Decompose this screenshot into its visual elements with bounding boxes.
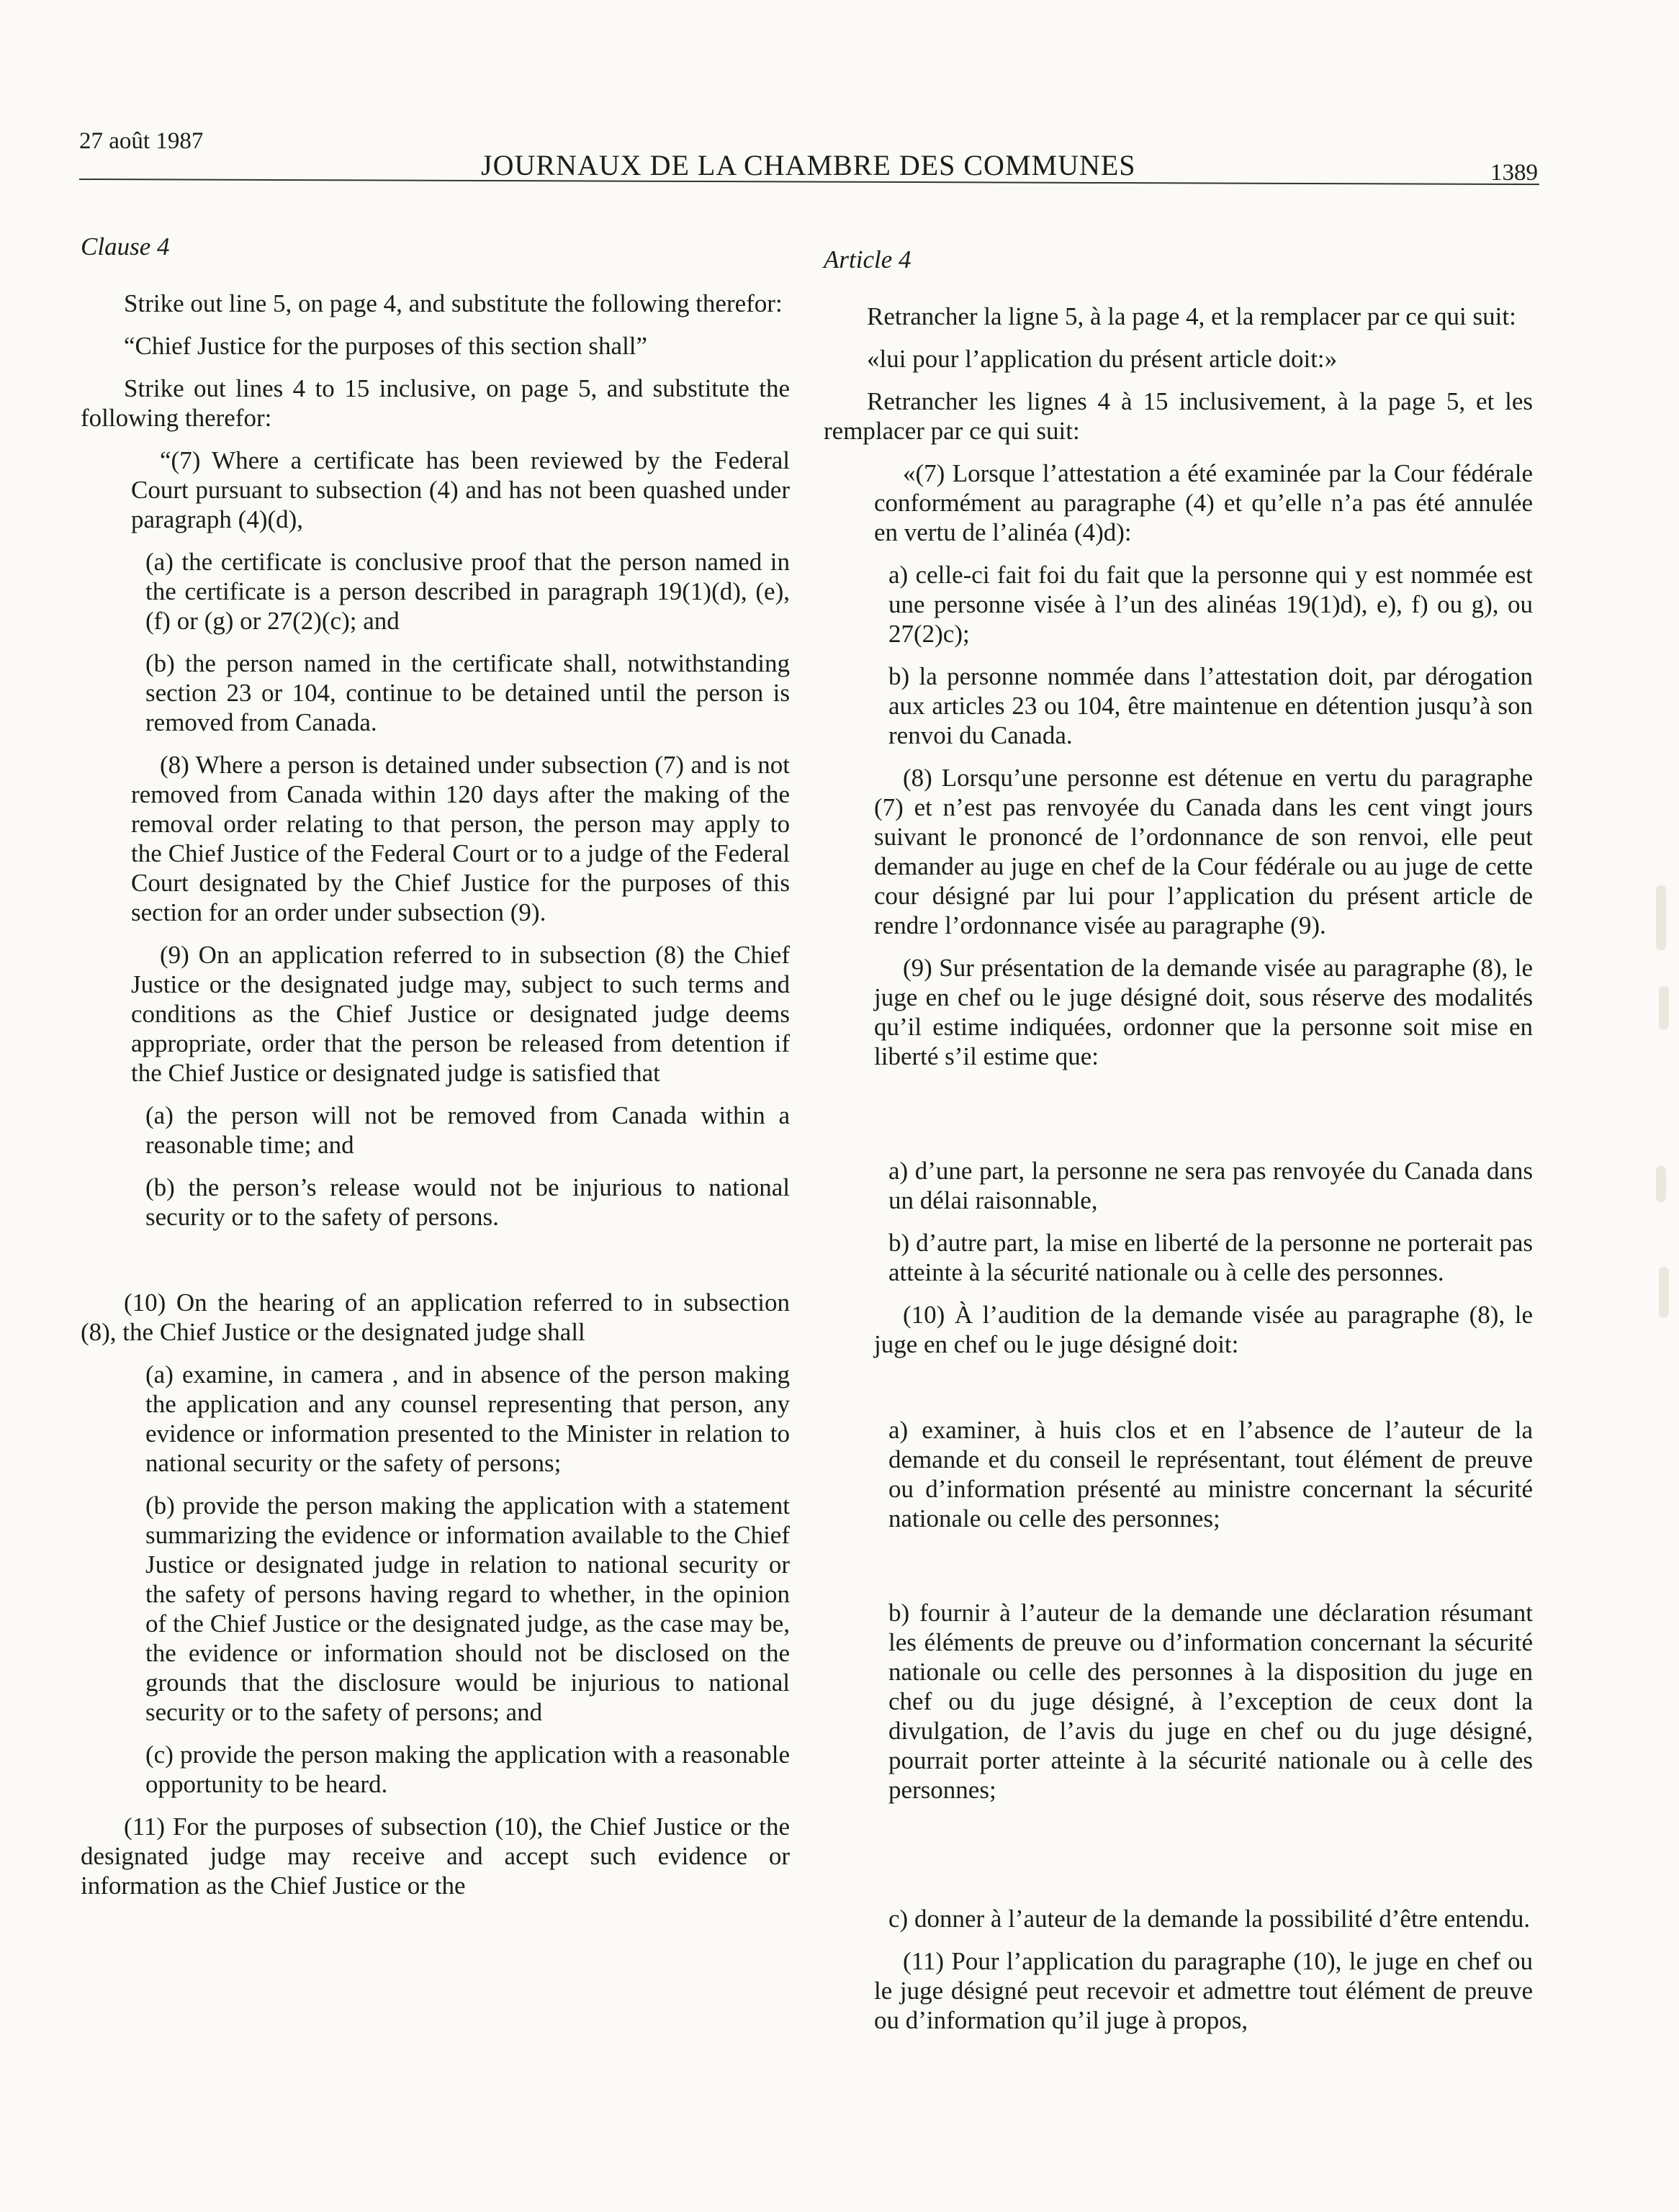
paragraph-9b: (b) the person’s release would not be injurious to national security or to the safety of persons.	[145, 1173, 790, 1231]
paragraph-10a: a) examiner, à huis clos et en l’absence de l’auteur de la demande et du conseil le représentant, tout élément de preuve ou d’information présenté au ministre concernant la sécurité nationale ou celle des personnes;	[888, 1416, 1533, 1532]
subsection-9: (9) Sur présentation de la demande visée au paragraphe (8), le juge en chef ou le juge désigné doit, sous réserve des modalités qu’il estime indiquées, ordonner que la personne soit mise en liberté s’il estime que:	[874, 954, 1533, 1070]
header-title: JOURNAUX DE LA CHAMBRE DES COMMUNES	[481, 149, 1136, 181]
paragraph-7b: b) la personne nommée dans l’attestation doit, par dérogation aux articles 23 ou 104, être maintenue en détention jusqu’à son renvoi du Canada.	[888, 662, 1533, 749]
scan-mark	[1656, 885, 1666, 950]
scan-mark	[1659, 1267, 1669, 1317]
instruction-paragraph: Strike out line 5, on page 4, and substitute the following therefor:	[124, 289, 783, 317]
paragraph-9a: (a) the person will not be removed from Canada within a reasonable time; and	[145, 1101, 790, 1159]
instruction-paragraph: Strike out lines 4 to 15 inclusive, on page 5, and substitute the following therefor:	[81, 374, 790, 432]
subsection-8: (8) Lorsqu’une personne est détenue en vertu du paragraphe (7) et n’est pas renvoyée du Canada dans les cent vingt jours suivant le prononcé de l’ordonnance de son renvoi, elle peut demander au juge en chef de la Cour fédérale ou au juge de cette cour désigné par lui pour l’application du présent article de rendre l’ordonnance visée au paragraphe (9).	[874, 764, 1533, 939]
subsection-11: (11) Pour l’application du paragraphe (10), le juge en chef ou le juge désigné peut recevoir et admettre tout élément de preuve ou d’information qu’il juge à propos,	[874, 1947, 1533, 2034]
instruction-paragraph: Retrancher les lignes 4 à 15 inclusivement, à la page 5, et les remplacer par ce qui suit:	[824, 387, 1533, 445]
header-date: 27 août 1987	[79, 128, 204, 154]
paragraph-7a: (a) the certificate is conclusive proof that the person named in the certificate is a person described in paragraph 19(1)(d), (e), (f) or (g) or 27(2)(c); and	[145, 548, 790, 635]
paragraph-10a: (a) examine, in camera , and in absence of the person making the application and any counsel representing that person, any evidence or information presented to the Minister in relation to national security or the safety of persons;	[145, 1360, 790, 1477]
subsection-7: «(7) Lorsque l’attestation a été examinée par la Cour fédérale conformément au paragraphe (4) et qu’elle n’a pas été annulée en vertu de l’alinéa (4)d):	[874, 459, 1533, 546]
page-number: 1389	[1490, 160, 1538, 186]
paragraph-9a: a) d’une part, la personne ne sera pas renvoyée du Canada dans un délai raisonnable,	[888, 1157, 1533, 1214]
quoted-text: “Chief Justice for the purposes of this section shall”	[124, 332, 648, 360]
paragraph-9b: b) d’autre part, la mise en liberté de la personne ne porterait pas atteinte à la sécurité nationale ou à celle des personnes.	[888, 1229, 1533, 1286]
french-column	[824, 245, 1533, 2048]
english-column	[81, 232, 790, 1913]
paragraph-10b: (b) provide the person making the application with a statement summarizing the evidence or information available to the Chief Justice or designated judge in relation to national security or the safety of persons having regard to whether, in the opinion of the Chief Justice or the designated judge, as the case may be, the evidence or information should not be disclosed on the grounds that the disclosure would be injurious to national security or to the safety of persons; and	[145, 1491, 790, 1726]
subsection-9: (9) On an application referred to in subsection (8) the Chief Justice or the designated judge may, subject to such terms and conditions as the Chief Justice or designated judge deems appropriate, order that the person be released from detention if the Chief Justice or designated judge is satisfied that	[131, 941, 790, 1087]
paragraph-10c: c) donner à l’auteur de la demande la possibilité d’être entendu.	[888, 1905, 1531, 1933]
scan-mark	[1656, 1166, 1666, 1202]
paragraph-10b: b) fournir à l’auteur de la demande une déclaration résumant les éléments de preuve ou d’information concernant la sécurité nationale ou celle des personnes à la disposition du juge en chef ou du juge désigné, à l’exception de ceux dont la divulgation, de l’avis du juge en chef ou du juge désigné, pourrait porter atteinte à la sécurité nationale ou à celle des personnes;	[888, 1599, 1533, 1804]
scan-mark	[1659, 986, 1669, 1029]
quoted-text: «lui pour l’application du présent article doit:»	[867, 345, 1338, 373]
article-heading: Article 4	[824, 245, 911, 274]
subsection-10: (10) On the hearing of an application referred to in subsection (8), the Chief Justice or the designated judge shall	[81, 1288, 790, 1346]
paragraph-7b: (b) the person named in the certificate shall, notwithstanding section 23 or 104, continue to be detained until the person is removed from Canada.	[145, 649, 790, 736]
instruction-paragraph: Retrancher la ligne 5, à la page 4, et la remplacer par ce qui suit:	[867, 302, 1516, 330]
subsection-7: “(7) Where a certificate has been reviewed by the Federal Court pursuant to subsection (4) and has not been quashed under paragraph (4)(d),	[131, 446, 790, 533]
clause-heading: Clause 4	[81, 233, 170, 261]
subsection-10: (10) À l’audition de la demande visée au paragraphe (8), le juge en chef ou le juge désigné doit:	[874, 1301, 1533, 1358]
subsection-8: (8) Where a person is detained under subsection (7) and is not removed from Canada within 120 days after the making of the removal order relating to that person, the person may apply to the Chief Justice of the Federal Court or to a judge of the Federal Court designated by the Chief Justice for the purposes of this section for an order under subsection (9).	[131, 751, 790, 926]
paragraph-7a: a) celle-ci fait foi du fait que la personne qui y est nommée est une personne visée à l’un des alinéas 19(1)d), e), f) ou g), ou 27(2)c);	[888, 561, 1533, 648]
subsection-11: (11) For the purposes of subsection (10), the Chief Justice or the designated judge may receive and accept such evidence or information as the Chief Justice or the	[81, 1813, 790, 1900]
paragraph-10c: (c) provide the person making the application with a reasonable opportunity to be heard.	[145, 1741, 790, 1798]
